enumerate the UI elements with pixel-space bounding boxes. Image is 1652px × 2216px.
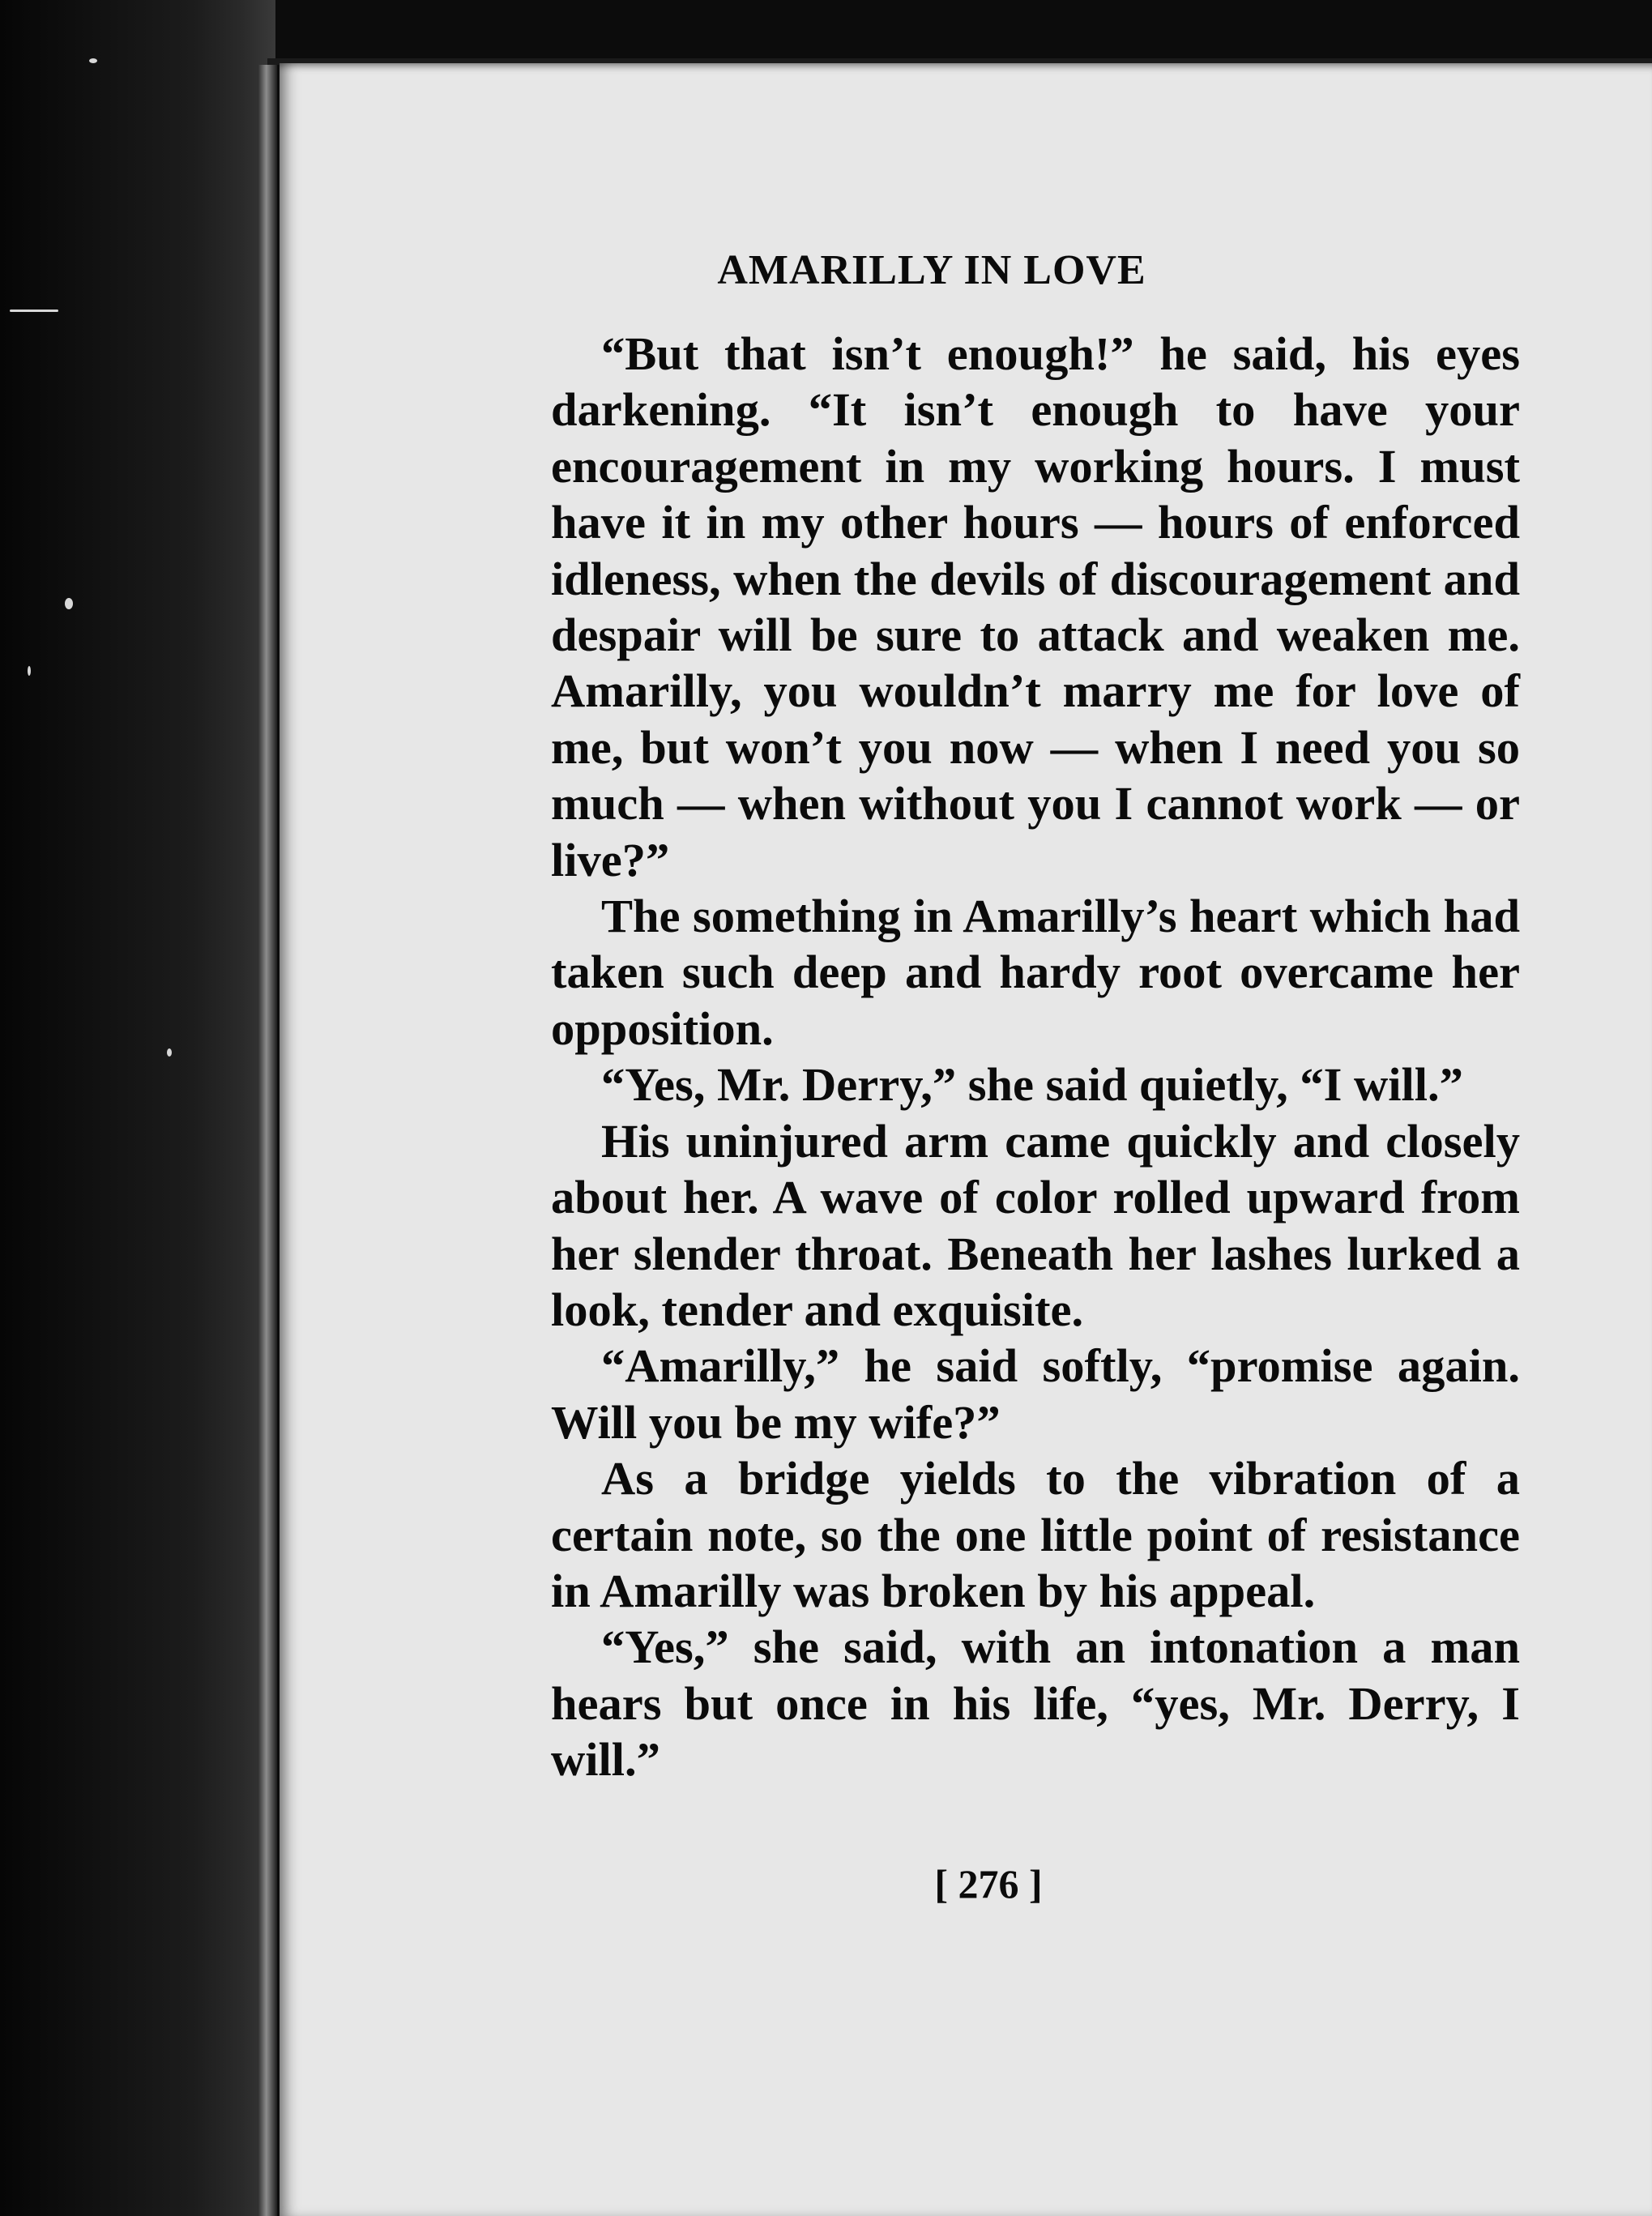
paragraph: As a bridge yields to the vibration of a certain note, so the one little point of resistance in Amarilly was broken by his appeal.	[551, 1452, 1520, 1617]
paragraph: The something in Amarilly’s heart which had taken such deep and hardy root overcame her opposition.	[551, 890, 1520, 1055]
scan-speck	[28, 666, 31, 676]
paragraph: His uninjured arm came quickly and closely about her. A wave of color rolled upward from her slender throat. Beneath her lashes lurked a look, tender and exquisite.	[551, 1114, 1520, 1336]
scan-speck	[65, 598, 73, 609]
running-head: AMARILLY IN LOVE	[717, 247, 1146, 293]
scan-speck	[89, 58, 97, 63]
body-text	[551, 326, 1520, 1788]
paragraph: “Amarilly,” he said softly, “promise again. Will you be my wife?”	[551, 1339, 1520, 1449]
paragraph: “But that isn’t enough!” he said, his eyes darkening. “It isn’t enough to have your encouragement in my working hours. I must have it in my other hours — hours of enforced idleness, when the devils of discouragement and despair will be sure to attack and weaken me. Amarilly, you wouldn’t marry me for love of me, but won’t you now — when I need you so much — when without you I cannot work — or live?”	[551, 327, 1520, 886]
page-number: [ 276 ]	[934, 1861, 1043, 1906]
paragraph: “Yes,” she said, with an intonation a man hears but once in his life, “yes, Mr. Derry, I will.”	[551, 1620, 1520, 1787]
paragraph: “Yes, Mr. Derry,” she said quietly, “I will.”	[601, 1058, 1463, 1112]
spine-edge	[258, 65, 277, 2216]
scan-speck	[167, 1048, 172, 1057]
scan-speck	[10, 310, 58, 312]
book-spine	[0, 0, 275, 2216]
